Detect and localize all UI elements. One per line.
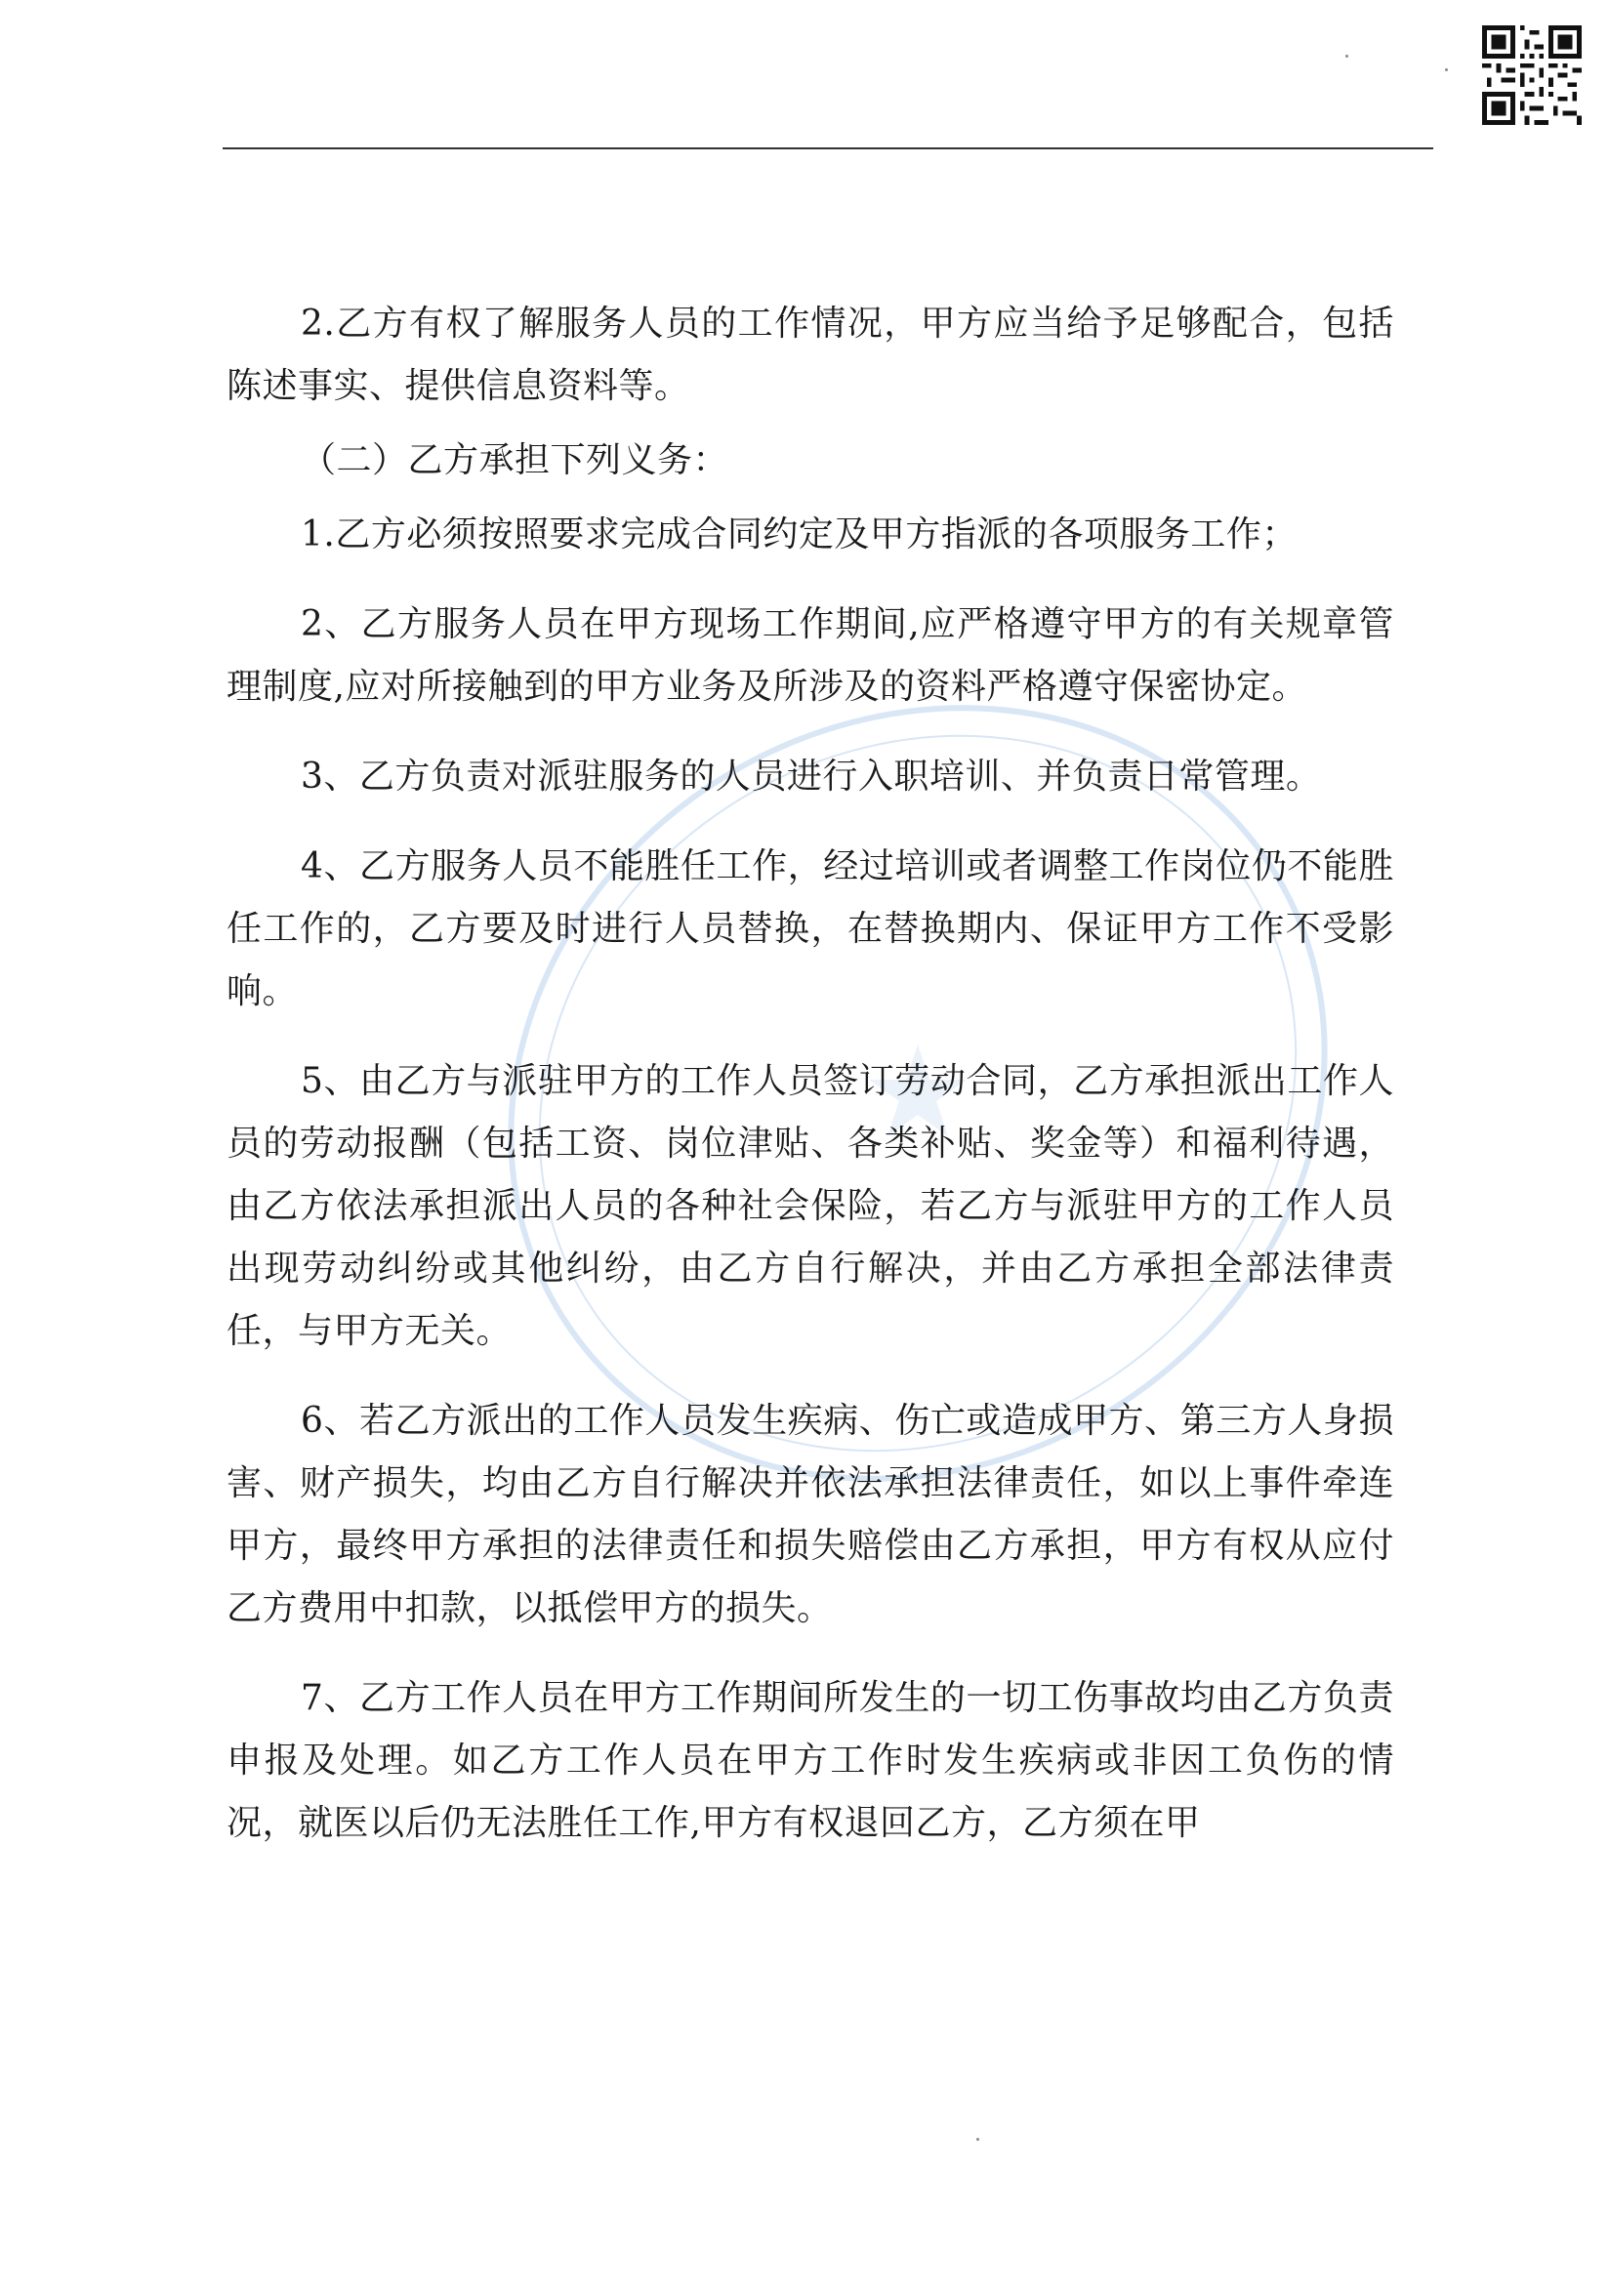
paragraph-obligation-6: 6、若乙方派出的工作人员发生疾病、伤亡或造成甲方、第三方人身损害、财产损失，均由乙方自行解决并依法承担法律责任，如以上事件牵连甲方，最终甲方承担的法律责任和损失赔偿由乙方承担，甲方有权从应付乙方费用中扣款，以抵偿甲方的损失。 (227, 1401, 1394, 1628)
qr-code-icon (1482, 25, 1582, 125)
paragraph-obligation-3: 3、乙方负责对派驻服务的人员进行入职培训、并负责日常管理。 (301, 757, 1322, 797)
paragraph-obligation-1: 1.乙方必须按照要求完成合同约定及甲方指派的各项服务工作； (301, 514, 1298, 554)
paragraph-obligation-7: 7、乙方工作人员在甲方工作期间所发生的一切工伤事故均由乙方负责申报及处理。如乙方工作人员在甲方工作时发生疾病或非因工负伤的情况，就医以后仍无法胜任工作,甲方有权退回乙方，乙方须在甲 (227, 1678, 1394, 1843)
scan-speck (1345, 55, 1348, 58)
paragraph-obligation-4: 4、乙方服务人员不能胜任工作，经过培训或者调整工作岗位仍不能胜任工作的，乙方要及时进行人员替换，在替换期内、保证甲方工作不受影响。 (227, 846, 1394, 1011)
paragraph-obligation-5: 5、由乙方与派驻甲方的工作人员签订劳动合同，乙方承担派出工作人员的劳动报酬（包括工资、岗位津贴、各类补贴、奖金等）和福利待遇，由乙方依法承担派出人员的各种社会保险，若乙方与派驻甲方的工作人员出现劳动纠纷或其他纠纷，由乙方自行解决，并由乙方承担全部法律责任，与甲方无关。 (227, 1061, 1394, 1351)
scan-speck (976, 2138, 979, 2141)
section-heading-obligations: （二）乙方承担下列义务： (301, 440, 729, 480)
paragraph-obligation-2: 2、乙方服务人员在甲方现场工作期间,应严格遵守甲方的有关规章管理制度,应对所接触到的甲方业务及所涉及的资料严格遵守保密协定。 (227, 604, 1394, 707)
document-body (227, 293, 1394, 1855)
header-rule (223, 147, 1433, 149)
scan-speck (1445, 68, 1448, 71)
paragraph-item-2-rights: 2.乙方有权了解服务人员的工作情况，甲方应当给予足够配合，包括陈述事实、提供信息资料等。 (227, 304, 1394, 406)
